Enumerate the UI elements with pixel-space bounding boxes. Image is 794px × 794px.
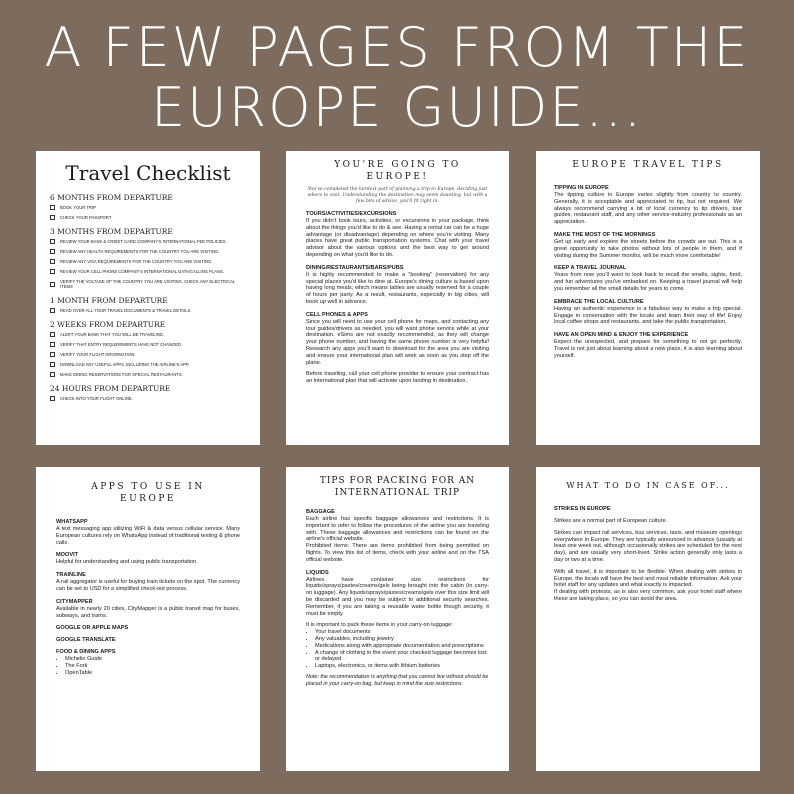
app-description: Helpful for understanding and using public transportation.: [56, 559, 198, 566]
app-description: A text messaging app utilizing WiFi & data versus cellular service. Many European cultures rely on WhatsApp instead of traditional texting & phone calls.: [56, 526, 240, 546]
carry-on-item: • Any valuables, including jewelry: [315, 636, 489, 643]
app-heading: TRAINLINE: [56, 572, 86, 579]
checkbox-icon: [50, 352, 55, 357]
baggage-text: Each airline has specific baggage allowances and restrictions. It is important to refer to follow the procedures of the airline you are traveling with. These baggage allowances and restrictions can be found on the airline's official website.: [306, 516, 489, 543]
tips-list: [554, 185, 742, 360]
strikes-p2: Strikes can impact rail services, bus services, taxis, and museum openings everywhere in Europe. They are typically announced in advance (usually at least one week out, although occasionally strikes are scheduled for the next day), and are usually very short-lived. Strike action generally only lasts a day or two at a time.: [554, 529, 742, 563]
checkbox-icon: [50, 332, 55, 337]
checklist-item: [50, 279, 246, 289]
dining-heading: DINING/RESTAURANTS/BARS/PUBS: [306, 264, 404, 271]
food-app-item: • The Fork: [65, 663, 240, 670]
checkbox-icon: [50, 249, 55, 254]
checklist-section-heading: 3 MONTHS FROM DEPARTURE: [50, 227, 173, 236]
liquids-heading: LIQUIDS: [306, 569, 329, 576]
checklist-page: [36, 151, 260, 445]
checkbox-icon: [50, 282, 55, 287]
checklist-item: [50, 352, 246, 357]
app-description: A rail aggregator is useful for buying train tickets on the spot. The currency can be set to USD for a simplified check-out process.: [56, 579, 240, 592]
checklist-item-label: REVIEW YOUR CELL PHONE COMPANY'S INTERNATIONAL DATA/CALLING PLANS.: [60, 269, 224, 274]
tip-text: Years from now you'll want to look back to recall the smells, sights, food, and fun adventures you've embarked on. Keeping a travel journal will help you remember all the small details for years to come.: [554, 272, 742, 292]
checklist-item-label: REVIEW ANY HEALTH REQUIREMENTS FOR THE COUNTRY YOU ARE VISITING.: [60, 249, 220, 254]
checklist-item: [50, 362, 246, 367]
checklist-item: [50, 332, 246, 337]
checklist-item-label: READ OVER ALL YOUR TRAVEL DOCUMENTS & TRAVEL DETAILS.: [60, 308, 192, 313]
page-headline: [0, 18, 794, 138]
strikes-p3: With all travel, it is important to be flexible. When dealing with strikes in Europe, the locals will have the best and most reliable information. Ask your hotel staff for any updates and what exactly is impacted.: [554, 568, 742, 589]
checkbox-icon: [50, 308, 55, 313]
checklist-item: [50, 372, 246, 377]
carry-on-item: • Medications along with appropriate documentation and prescriptions: [315, 643, 489, 650]
checklist-item: [50, 205, 246, 210]
checkbox-icon: [50, 342, 55, 347]
checklist-item: [50, 308, 246, 313]
checklist-sections: [50, 193, 246, 401]
headline-line-2: EUROPE GUIDE...: [150, 76, 643, 139]
checkbox-icon: [50, 372, 55, 377]
tip-text: Expect the unexpected, and prepare for something to not go perfectly. Travel is not just about learning about a new place, it is also learning about yourself.: [554, 339, 742, 359]
checklist-item: [50, 239, 246, 244]
checklist-section-heading: 1 MONTH FROM DEPARTURE: [50, 296, 168, 305]
food-apps-heading: FOOD & DINING APPS: [56, 649, 116, 656]
packing-note: Note: the recommendation is anything that you cannot live without should be placed in your carry-on bag, but keep in mind the size restrictions.: [306, 673, 489, 687]
packing-title: TIPS FOR PACKING FOR AN INTERNATIONAL TRIP: [319, 476, 476, 498]
strikes-p1: Strikes are a normal part of European culture.: [554, 518, 668, 524]
case-page: [536, 467, 760, 771]
tip-text: The tipping culture in Europe varies slightly from country to country. Generally, it is acceptable and appreciated to tip, but not required. We always recommend carrying a bit of local currency to tip drivers, tour guides, restaurant staff, and any other service-industry professionals as an appreciation.: [554, 192, 742, 226]
app-description: Available in nearly 20 cities, CityMapper is a public transit map for buses, subways, and trams.: [56, 605, 240, 619]
tip-text: Having an authentic experience is a fabulous way to make a trip special. Engage in conversation with the locals and learn their way of life! Enjoy local coffee shops and restaurants, and take the public transportation.: [554, 305, 742, 326]
carry-on-item: • Your travel documents: [315, 629, 489, 636]
cell-text: Since you will need to use your cell phone for maps, and contacting any tour guides/drivers as needed, you will want phone service while at your destination. eSims are not exactly recommended, as they will change your phone number, and having the same phone number is very helpful! Research any apps you'll want to download for the area you are visiting and ensure your international plan will work as soon as you step off the plane.: [306, 318, 489, 366]
tips-title: EUROPE TRAVEL TIPS: [572, 160, 724, 170]
checklist-item: [50, 215, 246, 220]
checkbox-icon: [50, 269, 55, 274]
checklist-item: [50, 396, 246, 401]
going-page: [286, 151, 509, 445]
apps-page: [36, 467, 260, 771]
checklist-item-label: VERIFY THE VOLTAGE OF THE COUNTRY YOU ARE VISITING. CHECK ANY ELECTRICAL ITEMS: [60, 279, 236, 289]
checkbox-icon: [50, 205, 55, 210]
dining-text: It is highly recommended to make a "booking" (reservation) for any special places you'd like to dine at. Europe's dining culture is based upon having long meals, which means tables are usually reserved for a couple of hours per party. As a result, restaurants, especially in big cities, will book up well in advance.: [306, 271, 489, 305]
tip-heading: MAKE THE MOST OF THE MORNINGS: [554, 231, 656, 238]
checklist-section-heading: 6 MONTHS FROM DEPARTURE: [50, 193, 173, 202]
strikes-p4: If dealing with protests, as is also very common, ask your hotel staff where these are taking place, so you can avoid the area.: [554, 589, 742, 602]
tip-heading: EMBRACE THE LOCAL CULTURE: [554, 298, 644, 305]
checklist-item-label: MAKE DINING RESERVATIONS FOR SPECIAL RESTAURANTS.: [60, 372, 183, 377]
checklist-section-heading: 24 HOURS FROM DEPARTURE: [50, 384, 171, 393]
tips-page: [536, 151, 760, 445]
checklist-item-label: ALERT YOUR BANK THAT YOU WILL BE TRAVELING.: [60, 332, 165, 337]
baggage-text-2: Prohibited items: There are items prohibited from being permitted on flights. To view this list of items, check with your airline and on the TSA official website.: [306, 543, 489, 563]
food-apps-list: [56, 656, 240, 676]
checklist-item: [50, 249, 246, 254]
checklist-item-label: REVIEW ANY VISA REQUIREMENTS FOR THE COUNTRY YOU ARE VISITING.: [60, 259, 213, 264]
checklist-title: Travel Checklist: [65, 161, 231, 185]
checkbox-icon: [50, 396, 55, 401]
checklist-item-label: CHECK YOUR PASSPORT: [60, 215, 112, 220]
checklist-item: [50, 259, 246, 264]
checkbox-icon: [50, 239, 55, 244]
checklist-item-label: VERIFY YOUR FLIGHT INFORMATION.: [60, 352, 136, 357]
going-title: YOU'RE GOING TO EUROPE!: [334, 160, 461, 182]
checklist-section-heading: 2 WEEKS FROM DEPARTURE: [50, 320, 166, 329]
cell-text-2: Before traveling, call your cell phone provider to ensure your contract has an international plan that will activate upon landing in destination.: [306, 371, 489, 385]
going-intro: You've completed the hardest part of planning a trip to Europe, deciding just where to visit. Understanding the destination may seem daunting, but with a few bits of advice, you'll fit right in.: [307, 187, 488, 204]
tip-text: Get up early and explore the streets before the crowds are out. This is a great opportunity to take photos without lots of people in them, and if visiting during the Summer months, will be much more comfortable!: [554, 238, 742, 259]
apps-title: APPS TO USE IN EUROPE: [91, 482, 205, 504]
headline-line-1: A FEW PAGES FROM THE: [44, 16, 750, 79]
carry-on-intro: It is important to pack these items in your carry-on luggage:: [306, 622, 453, 629]
baggage-heading: BAGGAGE: [306, 509, 335, 515]
liquids-text: Airlines have container size restrictions for liquids/sprays/pastes/creams/gels being brought into the cabin (in carry-on luggage). Any liquids/sprays/pastes/creams/gels over this size limit will be discarded and you may be subject to additional security searches. Remember, if you are taking a reusable water bottle though security, it must be empty.: [306, 576, 489, 617]
checklist-item-label: CHECK INTO YOUR FLIGHT ONLINE.: [60, 396, 133, 401]
tours-heading: TOURS/ACTIVITIES/EXCURSIONS: [306, 211, 397, 217]
apps-list: [56, 519, 240, 643]
tours-text: If you didn't book tours, activities, or excursions in your package, think about the things you'd like to do & see. Having a rental car can be a huge advantage (or disadvantage) depending on where you're visiting. Many places have great public transportation systems. Chat with your travel advisor about the various options and the best way to get around depending on what you'd like to do.: [306, 218, 489, 258]
checkbox-icon: [50, 259, 55, 264]
carry-on-item: • Laptops, electronics, or items with lithium batteries: [315, 663, 489, 670]
food-app-item: • Michelin Guide: [65, 656, 240, 663]
app-heading: GOOGLE OR APPLE MAPS: [56, 625, 129, 632]
tip-heading: TIPPING IN EUROPE: [554, 185, 609, 191]
case-title: WHAT TO DO IN CASE OF...: [566, 481, 730, 490]
checkbox-icon: [50, 215, 55, 220]
checklist-item-label: REVIEW YOUR BANK & CREDIT CARD COMPANY'S INTERNATIONAL FEE POLICIES.: [60, 239, 227, 244]
carry-on-list: [306, 629, 489, 670]
carry-on-item: • A change of clothing in the event your checked luggage becomes lost or delayed: [315, 650, 489, 664]
app-heading: WHATSAPP: [56, 519, 88, 525]
checklist-item-label: VERIFY THAT ENTRY REQUIREMENTS HAVE NOT CHANGED.: [60, 342, 183, 347]
cell-heading: CELL PHONES & APPS: [306, 311, 368, 318]
checklist-item: [50, 269, 246, 274]
app-heading: GOOGLE TRANSLATE: [56, 637, 116, 644]
checklist-item-label: BOOK YOUR TRIP: [60, 205, 96, 210]
strikes-heading: STRIKES IN EUROPE: [554, 506, 611, 512]
food-app-item: • OpenTable: [65, 670, 240, 677]
tip-heading: KEEP A TRAVEL JOURNAL: [554, 265, 627, 272]
checklist-item-label: DOWNLOAD ANY USEFUL APPS, INCLUDING THE AIRLINE'S APP.: [60, 362, 190, 367]
checkbox-icon: [50, 362, 55, 367]
app-heading: MOOVIT: [56, 552, 79, 559]
app-heading: CITYMAPPER: [56, 598, 93, 605]
tip-heading: HAVE AN OPEN MIND & ENJOY THE EXPERIENCE: [554, 332, 689, 339]
packing-page: [286, 467, 509, 771]
checklist-item: [50, 342, 246, 347]
